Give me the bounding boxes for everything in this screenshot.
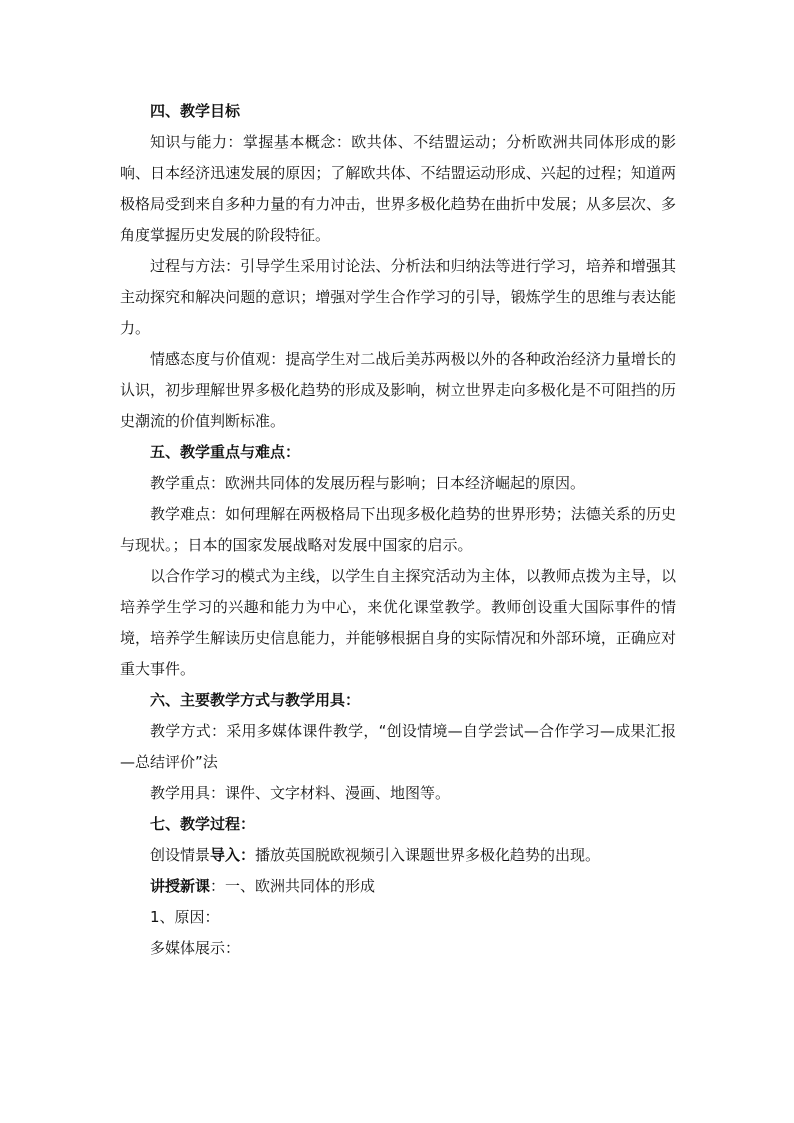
paragraph-key-point: 教学重点：欧洲共同体的发展历程与影响；日本经济崛起的原因。 — [150, 474, 586, 492]
document-page — [120, 96, 676, 964]
intro-text: 播放英国脱欧视频引入课题世界多极化趋势的出现。 — [255, 846, 601, 864]
section-heading-teaching-process: 七、教学过程： — [150, 815, 256, 833]
paragraph-teaching-method: 教学方式：采用多媒体课件教学，“创设情境—自学尝试—合作学习—成果汇报—总结评价”法 — [120, 722, 676, 771]
paragraph-process-method: 过程与方法：引导学生采用讨论法、分析法和归纳法等进行学习，培养和增强其主动探究和解决问题的意识；增强对学生合作学习的引导，锻炼学生的思维与表达能力。 — [120, 257, 676, 337]
paragraph-teaching-approach: 以合作学习的模式为主线，以学生自主探究活动为主体，以教师点拨为主导，以培养学生学习的兴趣和能力为中心，来优化课堂教学。教师创设重大国际事件的情境，培养学生解读历史信息能力，并能够根据自身的实际情况和外部环境，正确应对重大事件。 — [120, 567, 676, 678]
section-heading-key-difficult: 五、教学重点与难点： — [150, 443, 301, 461]
section-heading-teaching-goals: 四、教学目标 — [150, 102, 241, 120]
paragraph-difficult-point: 教学难点：如何理解在两极格局下出现多极化趋势的世界形势；法德关系的历史与现状。；日本的国家发展战略对发展中国家的启示。 — [120, 505, 676, 554]
new-lesson-text: ：一、欧洲共同体的形成 — [210, 877, 376, 895]
paragraph-knowledge-ability: 知识与能力：掌握基本概念：欧共体、不结盟运动；分析欧洲共同体形成的影响、日本经济迅速发展的原因；了解欧共体、不结盟运动形成、兴起的过程；知道两极格局受到来自多种力量的有力冲击，世界多极化趋势在曲折中发展；从多层次、多角度掌握历史发展的阶段特征。 — [120, 133, 676, 244]
paragraph-cause: 1、原因： — [150, 908, 220, 926]
paragraph-new-lesson — [120, 871, 676, 902]
new-lesson-bold-label: 讲授新课 — [150, 877, 211, 895]
section-heading-methods-tools: 六、主要教学方式与教学用具： — [150, 691, 361, 709]
paragraph-intro — [120, 840, 676, 871]
intro-bold-label: 导入： — [210, 846, 256, 864]
paragraph-emotion-values: 情感态度与价值观：提高学生对二战后美苏两极以外的各种政治经济力量增长的认识，初步理解世界多极化趋势的形成及影响，树立世界走向多极化是不可阻挡的历史潮流的价值判断标准。 — [120, 350, 676, 430]
intro-prefix: 创设情景 — [150, 846, 211, 864]
paragraph-media: 多媒体展示： — [150, 939, 241, 957]
paragraph-teaching-tools: 教学用具：课件、文字材料、漫画、地图等。 — [150, 784, 451, 802]
